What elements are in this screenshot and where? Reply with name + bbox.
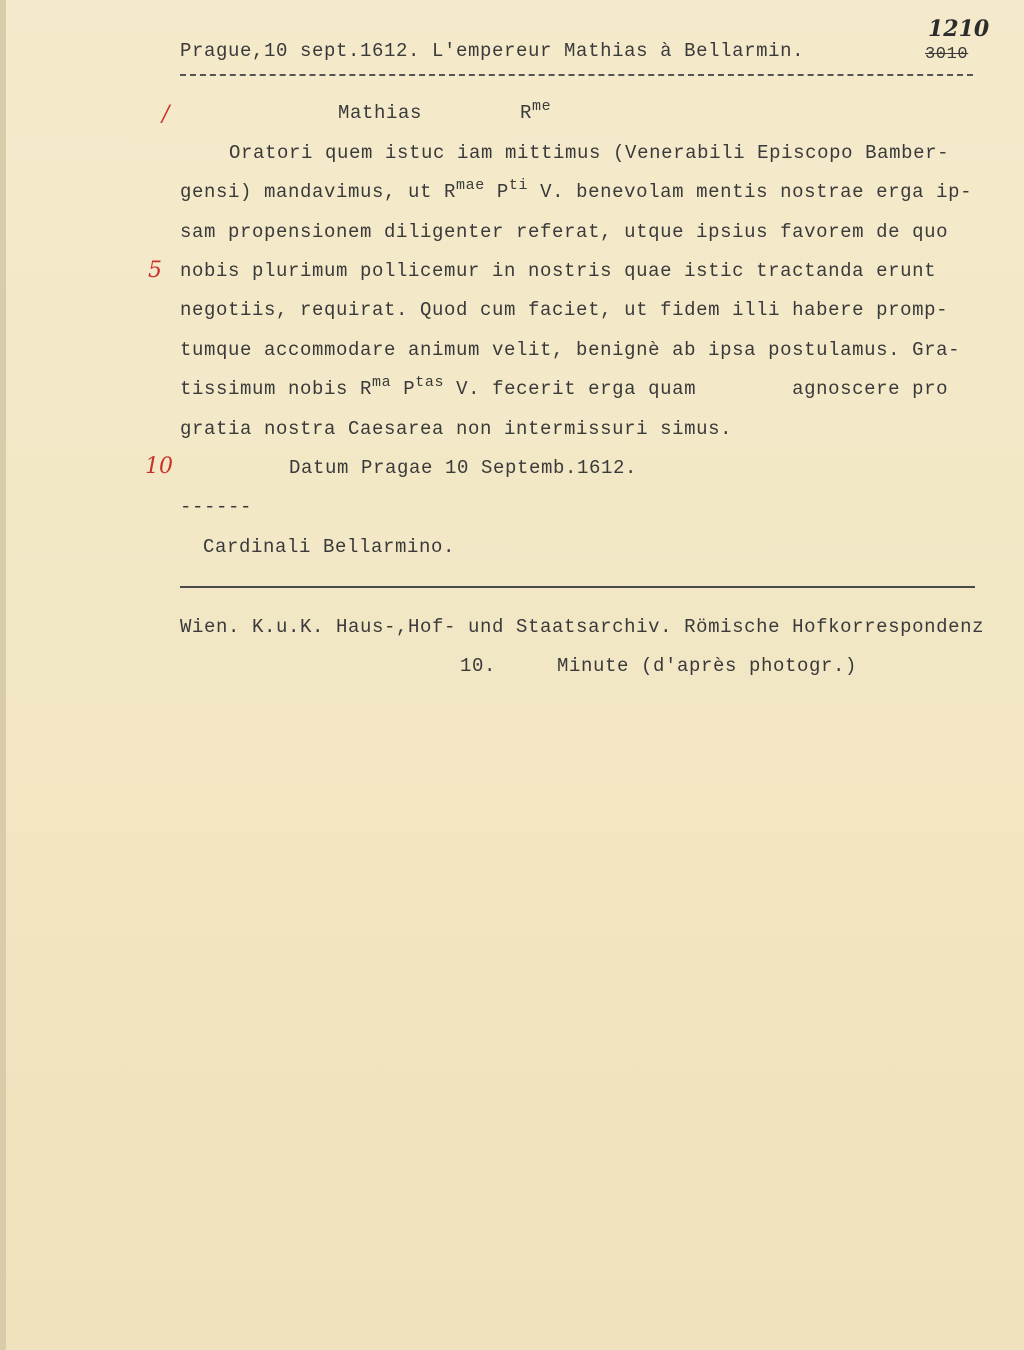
header-title: Prague,10 sept.1612. L'empereur Mathias à Bellarmin. xyxy=(180,40,805,62)
salutation-title: $R^{me}$ xyxy=(520,98,552,124)
date-line: Datum Pragae 10 Septemb.1612. xyxy=(289,457,638,479)
margin-number-5: 5 xyxy=(148,258,162,283)
body-line-3: sam propensionem diligenter referat, utque ipsius favorem de quo xyxy=(180,221,949,243)
margin-number-10: 10 xyxy=(145,454,173,479)
archive-ref-number: 10. xyxy=(460,655,497,677)
body-line-6: tumque accommodare animum velit, benignè ab ipsa postulamus. Gra- xyxy=(180,339,961,361)
footer-rule xyxy=(180,586,975,588)
body-line-7: tissimum nobis $R^{ma}$ $P^{tas}$ V. fecerit erga quam agnoscere pro xyxy=(180,374,949,400)
archive-source: Wien. K.u.K. Haus-,Hof- und Staatsarchiv. Römische Hofkorrespondenz xyxy=(180,616,985,638)
body-line-4: nobis plurimum pollicemur in nostris quae istic tractanda erunt xyxy=(180,260,937,282)
body-line-5: negotiis, requirat. Quod cum faciet, ut fidem illi habere promp- xyxy=(180,299,949,321)
addressee: Cardinali Bellarmino. xyxy=(203,536,456,558)
struck-number: 3010 xyxy=(925,45,969,64)
body-line-1: Oratori quem istuc iam mittimus (Venerabili Episcopo Bamber- xyxy=(229,142,950,164)
archive-ref-note: Minute (d'après photogr.) xyxy=(557,655,858,677)
body-line-2: gensi) mandavimus, ut $R^{mae}$ $P^{ti}$ V. benevolam mentis nostrae erga ip- xyxy=(180,177,973,203)
handwritten-number: 1210 xyxy=(928,16,990,42)
salutation-name: Mathias xyxy=(338,102,423,124)
header-dashed-rule xyxy=(180,74,973,76)
short-separator: ------ xyxy=(180,496,253,518)
margin-number-1: / xyxy=(162,102,170,127)
body-line-8: gratia nostra Caesarea non intermissuri simus. xyxy=(180,418,733,440)
paper-edge xyxy=(0,0,6,1350)
